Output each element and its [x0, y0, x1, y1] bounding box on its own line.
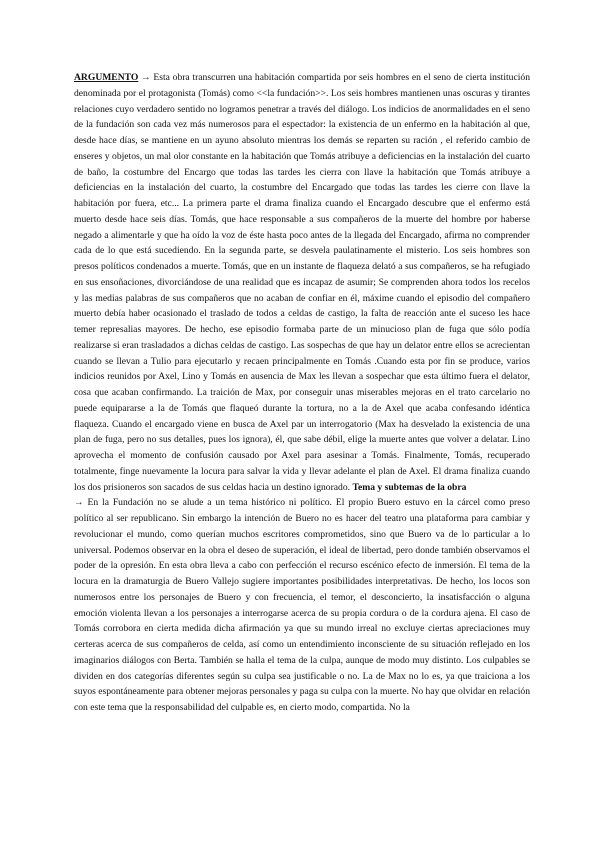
section-heading-argumento: ARGUMENTO: [74, 72, 139, 83]
argument-paragraph: Esta obra transcurren una habitación compartida por seis hombres en el seno de cierta institución denominada por el protagonista (Tomás) como <<la fundación>>. Los seis hombres mantienen unas oscuras y tirantes relaciones cuyo verdadero sentido no logramos penetrar a través del diálogo. Los indicios de anormalidades en el seno de la fundación son cada vez más numerosos para el espectador: la existencia de un enfermo en la habitación al que, desde hace días, se mantiene en un ayuno absoluto mientras los demás se reparten su ración , el referido cambio de enseres y objetos, un mal olor constante en la habitación que Tomás atribuye a deficiencias en la instalación del cuarto de baño, la costumbre del Encargo que todas las tardes les cierra con llave la habitación que Tomás atribuye a deficiencias en la instalación del cuarto, la costumbre del Encargado que todas las tardes les cierre con llave la habitación por fuera, etc... La primera parte el drama finaliza cuando el Encargado descubre que el enfermo está muerto desde hace seis días. Tomás, que hace responsable a sus compañeros de la muerte del hombre por haberse negado a alimentarle y que ha oído la voz de éste hasta poco antes de la llegada del Encargado, afirma no comprender cada de lo que está sucediendo. En la segunda parte, se desvela paulatinamente el misterio. Los seis hombres son presos políticos condenados a muerte. Tomás, que en un instante de flaqueza delató a sus compañeros, se ha refugiado en sus ensoñaciones, divorciándose de una realidad que es incapaz de asumir; Se comprenden ahora todos los recelos y las medias palabras de sus compañeros que no acaban de confiar en él, máxime cuando el episodio del compañero muerto debía haber ocasionado el traslado de todos a celdas de castigo, la falta de reacción ante el suceso les hace temer represalias mayores. De hecho, ese episodio formaba parte de un minucioso plan de fuga que sólo podía realizarse si eran trasladados a dichas celdas de castigo. Las sospechas de que hay un delator entre ellos se acrecientan cuando se llevan a Tulio para ejecutarlo y recaen principalmente en Tomás .Cuando esta por fin se produce, varios indicios reunidos por Axel, Lino y Tomás en ausencia de Max les llevan a sospechar que esta último fuera el delator, cosa que acaban confirmando. La traición de Max, por conseguir unas miserables mejoras en el trato carcelario no puede equipararse a la de Tomás que flaqueó durante la tortura, no a la de Axel que acaba confesando idéntica flaqueza. Cuando el encargado viene en busca de Axel par un interrogatorio (Max ha desvelado la existencia de una plan de fuga, pero no sus detalles, pues los ignora), él, que sabe débil, elige la muerte antes que volver a delatar. Lino aprovecha el momento de confusión causado por Axel para asesinar a Tomás. Finalmente, Tomás, recuperado totalmente, finge nuevamente la locura para salvar la vida y llevar adelante el plan de Axel. El drama finaliza cuando los dos prisioneros son sacados de sus celdas hacia un destino ignorado.: [74, 72, 530, 493]
document-page: [74, 70, 530, 716]
theme-paragraph: En la Fundación no se alude a un tema histórico ni político. El propio Buero estuvo en la cárcel como preso político al ser republicano. Sin embargo la intención de Buero no es hacer del teatro una plataforma para cambiar y revolucionar el mundo, como querían muchos escritores comprometidos, sino que Buero va de lo particular a lo universal. Podemos observar en la obra el deseo de superación, el ideal de libertad, pero donde también observamos el poder de la opresión. En esta obra lleva a cabo con perfección el recurso escénico efecto de inmersión. El tema de la locura en la dramaturgia de Buero Vallejo sugiere importantes posibilidades interpretativas. De hecho, los locos son numerosos entre los personajes de Buero y con frecuencia, el temor, el desconcierto, la insatisfacción o alguna emoción violenta llevan a los personajes a interrogarse acerca de su propia cordura o de la cordura ajena. El caso de Tomás corrobora en cierta medida dicha afirmación ya que su mundo irreal no excluye ciertas apreciaciones muy certeras acerca de sus compañeros de celda, así como un entendimiento inconsciente de su situación reflejado en los imaginarios diálogos con Berta. También se halla el tema de la culpa, aunque de modo muy distinto. Los culpables se dividen en dos categorías diferentes según su culpa sea justificable o no. La de Max no lo es, ya que traiciona a los suyos espontáneamente para obtener mejoras personales y paga su culpa con la muerte. No hay que olvidar en relación con este tema que la responsabilidad del culpable es, en cierto modo, compartida. No la: [74, 497, 530, 713]
arrow-glyph: →: [74, 497, 88, 509]
arrow-glyph: →: [138, 72, 154, 83]
section-heading-tema: Tema y subtemas de la obra: [352, 481, 467, 493]
